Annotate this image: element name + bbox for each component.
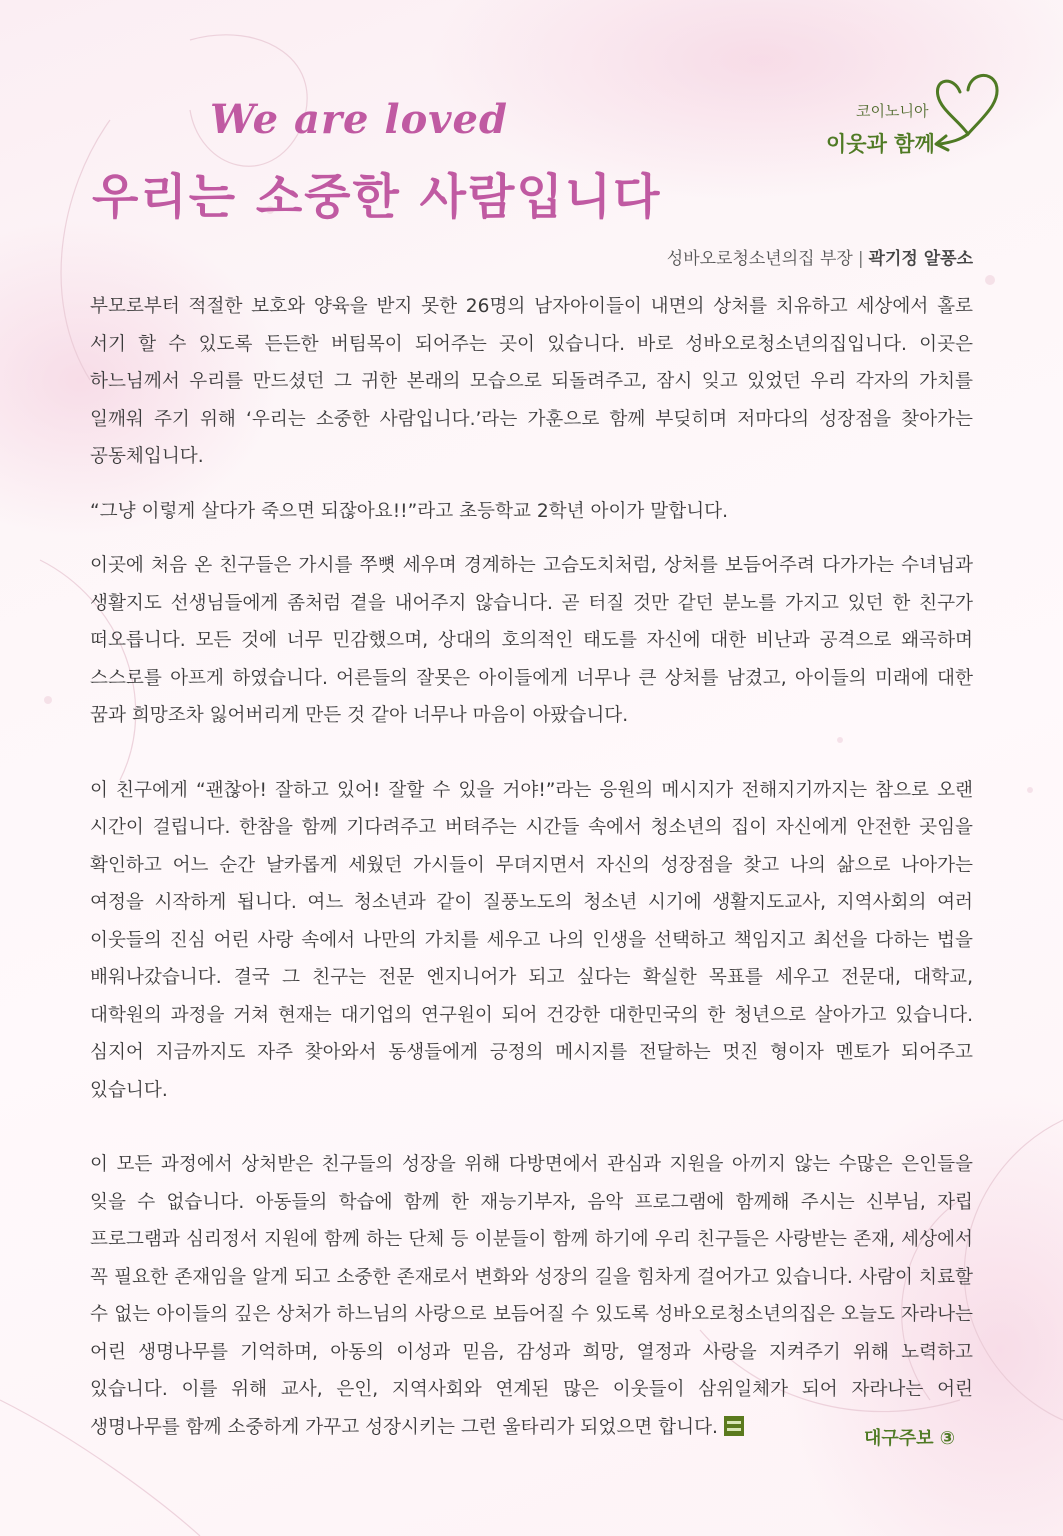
article-body [90,288,973,1446]
author-role: 성바오로청소년의집 부장 [666,249,853,269]
article-paragraph: 부모로부터 적절한 보호와 양육을 받지 못한 26명의 남자아이들이 내면의 상처를 치유하고 세상에서 홀로 서기 할 수 있도록 든든한 버팀목이 되어주는 곳이 있습니다. 바로 성바오로청소년의집입니다. 이곳은 하느님께서 우리를 만드셨던 그 귀한 본래의 모습으로 되돌려주고, 잠시 잊고 있었던 우리 각자의 가치를 일깨워 주기 위해 ‘우리는 소중한 사람입니다.’라는 가훈으로 함께 부딪히며 저마다의 성장점을 찾아가는 공동체입니다. [90,296,973,467]
heart-arrow-icon [930,72,1002,152]
end-mark-icon [724,1416,744,1436]
article-paragraph-text: 이 모든 과정에서 상처받은 친구들의 성장을 위해 다방면에서 관심과 지원을 아끼지 않는 수많은 은인들을 잊을 수 없습니다. 아동들의 학습에 함께 한 재능기부자, 음악 프로그램에 함께해 주시는 신부님, 자립 프로그램과 심리정서 지원에 함께 하는 단체 등 이분들이 함께 하기에 우리 친구들은 사랑받는 존재, 세상에서 꼭 필요한 존재임을 알게 되고 소중한 존재로서 변화와 성장의 길을 힘차게 걸어가고 있습니다. 사람이 치료할 수 없는 아이들의 깊은 상처가 하느님의 사랑으로 보듬어질 수 있도록 성바오로청소년의집은 오늘도 자라나는 어린 생명나무를 기억하며, 아동의 이성과 믿음, 감성과 희망, 열정과 사랑을 지켜주기 위해 노력하고 있습니다. 이를 위해 교사, 은인, 지역사회와 연계된 많은 이웃들이 삼위일체가 되어 자라나는 어린 생명나무를 함께 소중하게 가꾸고 성장시키는 그런 울타리가 되었으면 합니다. [90,1154,973,1438]
article-paragraph: “그냥 이렇게 살다가 죽으면 되잖아요!!”라고 초등학교 2학년 아이가 말합니다. [90,500,729,522]
article-paragraph: 이곳에 처음 온 친구들은 가시를 쭈뼛 세우며 경계하는 고슴도치처럼, 상처를 보듬어주려 다가가는 수녀님과 생활지도 선생님들에게 좀처럼 곁을 내어주지 않습니다. 곧 터질 것만 같던 분노를 가지고 있던 한 친구가 떠오릅니다. 모든 것에 너무 민감했으며, 상대의 호의적인 태도를 자신에 대한 비난과 공격으로 왜곡하며 스스로를 아프게 하였습니다. 어른들의 잘못은 아이들에게 너무나 큰 상처를 남겼고, 아이들의 미래에 대한 꿈과 희망조차 잃어버리게 만든 것 같아 너무나 마음이 아팠습니다. [90,555,973,726]
article-paragraph-last [90,1146,973,1446]
article-paragraph: 이 친구에게 “괜찮아! 잘하고 있어! 잘할 수 있을 거야!”라는 응원의 메시지가 전해지기까지는 참으로 오랜 시간이 걸립니다. 한참을 함께 기다려주고 버텨주는 시간들 속에서 청소년의 집이 자신에게 안전한 곳임을 확인하고 어느 순간 날카롭게 세웠던 가시들이 무뎌지면서 자신의 성장점을 찾고 나의 삶으로 나아가는 여정을 시작하게 됩니다. 여느 청소년과 같이 질풍노도의 청소년 시기에 생활지도교사, 지역사회의 여러 이웃들의 진심 어린 사랑 속에서 나만의 가치를 세우고 나의 인생을 선택하고 책임지고 최선을 다하는 법을 배워나갔습니다. 결국 그 친구는 전문 엔지니어가 되고 싶다는 확실한 목표를 세우고 전문대, 대학교, 대학원의 과정을 거쳐 현재는 대기업의 연구원이 되어 건강한 대한민국의 한 청년으로 살아가고 있습니다. 심지어 지금까지도 자주 찾아와서 동생들에게 긍정의 메시지를 전달하는 멋진 형이자 멘토가 되어주고 있습니다. [90,779,973,1101]
author-name: 곽기정 알퐁소 [868,249,973,269]
title-korean: 우리는 소중한 사람입니다 [92,169,662,225]
section-label-small: 코이노니아 [856,102,929,120]
author-byline [667,244,973,269]
title-english: We are loved [210,96,508,143]
section-badge [820,72,1000,172]
page-footer: 대구주보 ③ [863,1428,955,1449]
byline-separator: | [857,249,864,269]
section-label-main: 이웃과 함께 [826,132,935,156]
